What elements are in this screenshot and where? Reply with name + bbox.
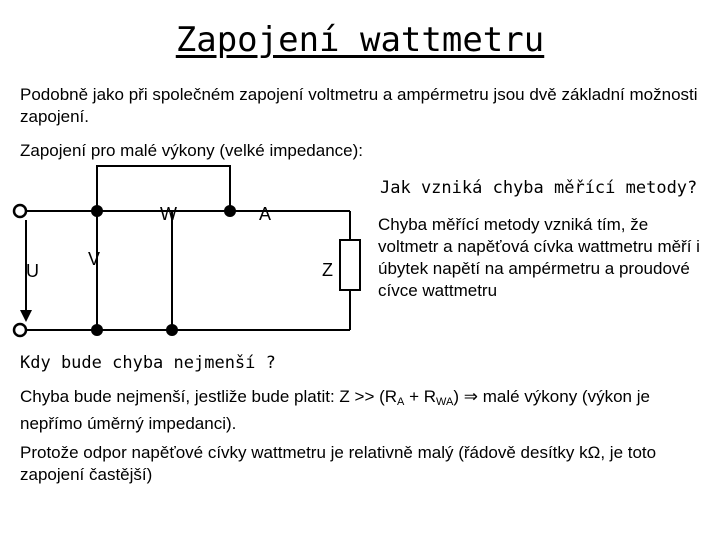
- note-text: Protože odpor napěťové cívky wattmetru je relativně malý (řádově desítky kΩ, je toto zapojení častější): [20, 443, 657, 484]
- circuit-diagram: [0, 160, 370, 340]
- answer-2-plus: + R: [404, 387, 437, 406]
- answer-1: Chyba měřící metody vzniká tím, že voltmetr a napěťová cívka wattmetru měří i úbytek napětí na ampérmetru a proudové cívce wattmetru: [378, 215, 700, 300]
- terminal-top: [14, 205, 26, 217]
- load-resistor: [340, 240, 360, 290]
- page-title: Zapojení wattmetru: [175, 20, 545, 60]
- answer-2-sub1: A: [397, 396, 405, 408]
- question-1: Jak vzniká chyba měřící metody?: [380, 178, 698, 198]
- question-2: Kdy bude chyba nejmenší ?: [20, 353, 276, 373]
- terminal-bottom: [14, 324, 26, 336]
- source-label: U: [26, 261, 39, 281]
- subheading: Zapojení pro malé výkony (velké impedance):: [20, 141, 363, 160]
- answer-2-sub2: WA: [436, 396, 454, 408]
- node-top-wattmeter: [224, 205, 236, 217]
- answer-2-part2: ) ⇒ malé výkony (výkon je nepřímo úměrný impedanci).: [20, 387, 650, 433]
- node-bottom-wattmeter: [166, 324, 178, 336]
- answer-2-part1: Chyba bude nejmenší, jestliže bude platit: Z >> (R: [20, 387, 398, 406]
- node-top-voltmeter: [91, 205, 103, 217]
- load-label: Z: [322, 260, 333, 280]
- source-arrow-head: [20, 310, 32, 322]
- intro-text: Podobně jako při společném zapojení voltmetru a ampérmetru jsou dvě základní možnosti zapojení.: [20, 85, 698, 126]
- answer-2: [20, 386, 710, 435]
- ammeter-label: A: [259, 204, 272, 224]
- node-bottom-voltmeter: [91, 324, 103, 336]
- voltmeter-label: V: [88, 249, 101, 269]
- wattmeter-label: W: [160, 204, 177, 224]
